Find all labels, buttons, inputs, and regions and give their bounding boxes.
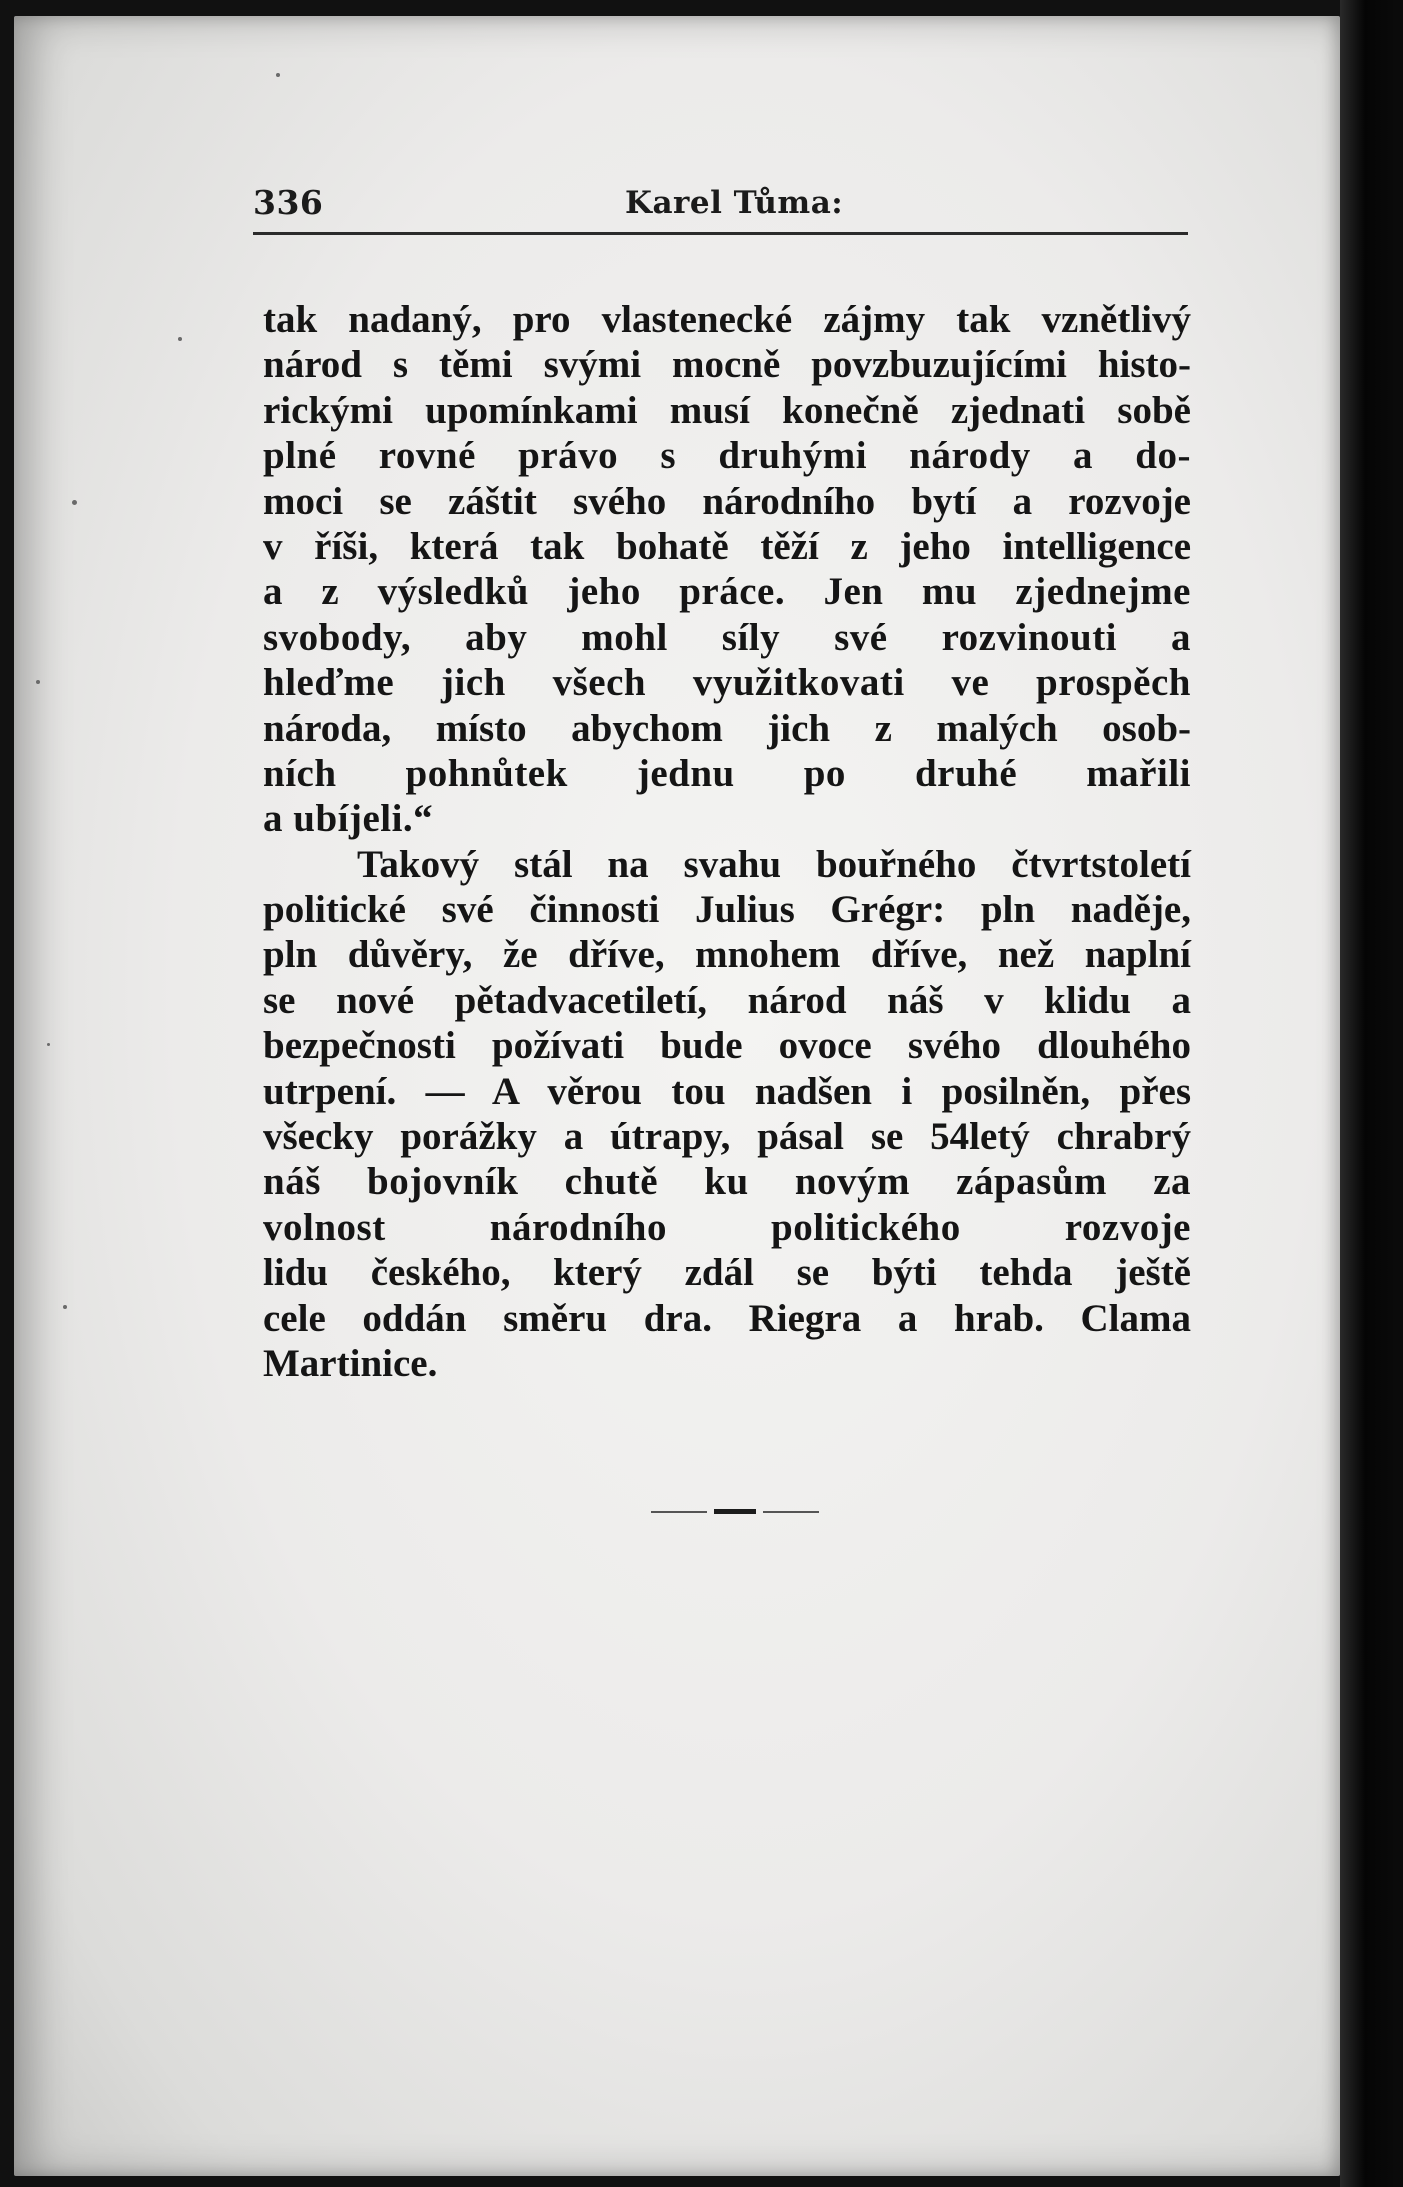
text-line: Martinice.: [263, 1341, 438, 1385]
text-line: národ s těmi svými mocně povzbuzujícími histo-: [263, 343, 1191, 387]
text-line: volnost národního politického rozvoje: [263, 1205, 1191, 1249]
text-line: náš bojovník chutě ku novým zápasům za: [263, 1160, 1191, 1204]
paper-speck: [47, 1043, 50, 1046]
ornament-rule-left: [651, 1511, 707, 1513]
running-title: Karel Tůma:: [625, 185, 844, 221]
text-line: hleďme jich všech využitkovati ve prospěch: [263, 661, 1191, 705]
text-line: politické své činnosti Julius Grégr: pln naděje,: [263, 888, 1191, 932]
paragraph-start-line: Takový stál na svahu bouřného čtvrtstoletí: [357, 842, 1191, 886]
text-line: utrpení. — A věrou tou nadšen i posilněn, přes: [263, 1069, 1191, 1113]
body-text: [263, 297, 1191, 1386]
text-line: moci se záštit svého národního bytí a rozvoje: [263, 479, 1191, 523]
text-line: pln důvěry, že dříve, mnohem dříve, než naplní: [263, 933, 1191, 977]
text-line: se nové pětadvacetiletí, národ náš v klidu a: [263, 978, 1191, 1022]
text-line: rickými upomínkami musí konečně zjednati sobě: [263, 388, 1191, 432]
text-line: svobody, aby mohl síly své rozvinouti a: [263, 615, 1191, 659]
page-number: 336: [253, 183, 324, 222]
text-line: plné rovné právo s druhými národy a do-: [263, 434, 1191, 478]
paper-speck: [276, 73, 280, 77]
paper-speck: [63, 1305, 67, 1309]
header-rule: [253, 232, 1188, 235]
ornament-rule-right: [763, 1511, 819, 1513]
text-line: bezpečnosti požívati bude ovoce svého dlouhého: [263, 1024, 1191, 1068]
text-line: v říši, která tak bohatě těží z jeho intelligence: [263, 524, 1191, 568]
text-line: lidu českého, který zdál se býti tehda ještě: [263, 1251, 1191, 1295]
ornament-rule-center: [714, 1509, 756, 1514]
paper-speck: [36, 680, 40, 684]
text-line: ních pohnůtek jednu po druhé mařili: [263, 751, 1191, 795]
paper-speck: [178, 337, 182, 341]
text-line: všecky porážky a útrapy, pásal se 54letý chrabrý: [263, 1115, 1191, 1159]
text-line: a z výsledků jeho práce. Jen mu zjednejme: [263, 570, 1191, 614]
text-line: tak nadaný, pro vlastenecké zájmy tak vznětlivý: [263, 298, 1191, 341]
text-line: národa, místo abychom jich z malých osob-: [263, 706, 1191, 750]
paper-speck: [72, 500, 77, 505]
end-ornament: [651, 1508, 819, 1516]
running-head: [253, 183, 1188, 231]
text-line: cele oddán směru dra. Riegra a hrab. Clama: [263, 1296, 1191, 1340]
text-line: a ubíjeli.“: [263, 797, 434, 841]
book-binding-edge: [1340, 0, 1403, 2187]
